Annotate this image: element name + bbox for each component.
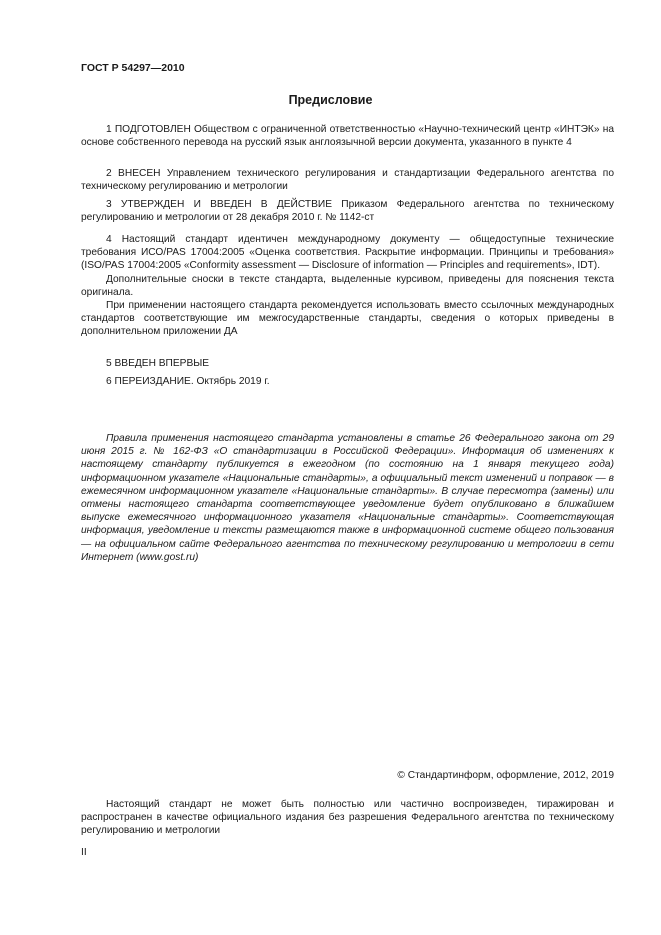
item-5 bbox=[81, 357, 614, 370]
standard-id: ГОСТ Р 54297—2010 bbox=[81, 62, 185, 74]
item-4-text: 4 Настоящий стандарт идентичен международному документу — общедоступные технические требования ИСО/PAS 17004:2005 «Оценка соответствия. Раскрытие информации. Принципы и требования» (ISO/PAS 17004:2005 «Conformity assessment — Disclosure of information — Principles and requirements», IDT). bbox=[81, 234, 614, 272]
page-number: II bbox=[81, 847, 87, 858]
item-2 bbox=[81, 167, 614, 193]
item-6 bbox=[81, 375, 614, 388]
item-5-text: 5 ВВЕДЕН ВПЕРВЫЕ bbox=[106, 358, 210, 369]
item-4-note-1: Дополнительные сноски в тексте стандарта, выделенные курсивом, приведены для пояснения текста оригинала. bbox=[81, 273, 614, 298]
item-6-text: 6 ПЕРЕИЗДАНИЕ. Октябрь 2019 г. bbox=[106, 376, 270, 387]
item-1 bbox=[81, 123, 614, 149]
page-title: Предисловие bbox=[288, 93, 373, 107]
item-4 bbox=[81, 233, 614, 339]
rules-paragraph bbox=[81, 432, 614, 564]
item-2-text: 2 ВНЕСЕН Управлением технического регулирования и стандартизации Федерального агентства по техническому регулированию и метрологии bbox=[81, 168, 614, 193]
copyright: © Стандартинформ, оформление, 2012, 2019 bbox=[397, 770, 614, 781]
item-3-text: 3 УТВЕРЖДЕН И ВВЕДЕН В ДЕЙСТВИЕ Приказом Федерального агентства по техническому регулированию и метрологии от 28 декабря 2010 г. № 1142-ст bbox=[81, 199, 614, 224]
item-3 bbox=[81, 198, 614, 224]
notice bbox=[81, 798, 614, 838]
rules-text: Правила применения настоящего стандарта установлены в статье 26 Федерального закона от 29 июня 2015 г. № 162-ФЗ «О стандартизации в Российской Федерации». Информация об изменениях к настоящему стандарту публикуется в ежегодном (по состоянию на 1 января текущего года) информационном указателе «Национальные стандарты», а официальный текст изменений и поправок — в ежемесячном информационном указателе «Национальные стандарты». В случае пересмотра (замены) или отмены настоящего стандарта соответствующее уведомление будет опубликовано в ближайшем выпуске ежемесячного информационного указателя «Национальные стандарты». Соответствующая информация, уведомление и тексты размещаются также в информационной системе общего пользования — на официальном сайте Федерального агентства по техническому регулированию и метрологии в сети Интернет (www.gost.ru) bbox=[81, 433, 614, 563]
notice-text: Настоящий стандарт не может быть полностью или частично воспроизведен, тиражирован и распространен в качестве официального издания без разрешения Федерального агентства по техническому регулированию и метрологии bbox=[81, 799, 614, 837]
item-4-note-2: При применении настоящего стандарта рекомендуется использовать вместо ссылочных международных стандартов соответствующие им межгосударственные стандарты, сведения о которых приведены в дополнительном приложении ДА bbox=[81, 300, 614, 338]
item-1-text: 1 ПОДГОТОВЛЕН Обществом с ограниченной ответственностью «Научно-технический центр «ИНТЭК» на основе собственного перевода на русский язык англоязычной версии документа, указанного в пункте 4 bbox=[81, 124, 614, 149]
